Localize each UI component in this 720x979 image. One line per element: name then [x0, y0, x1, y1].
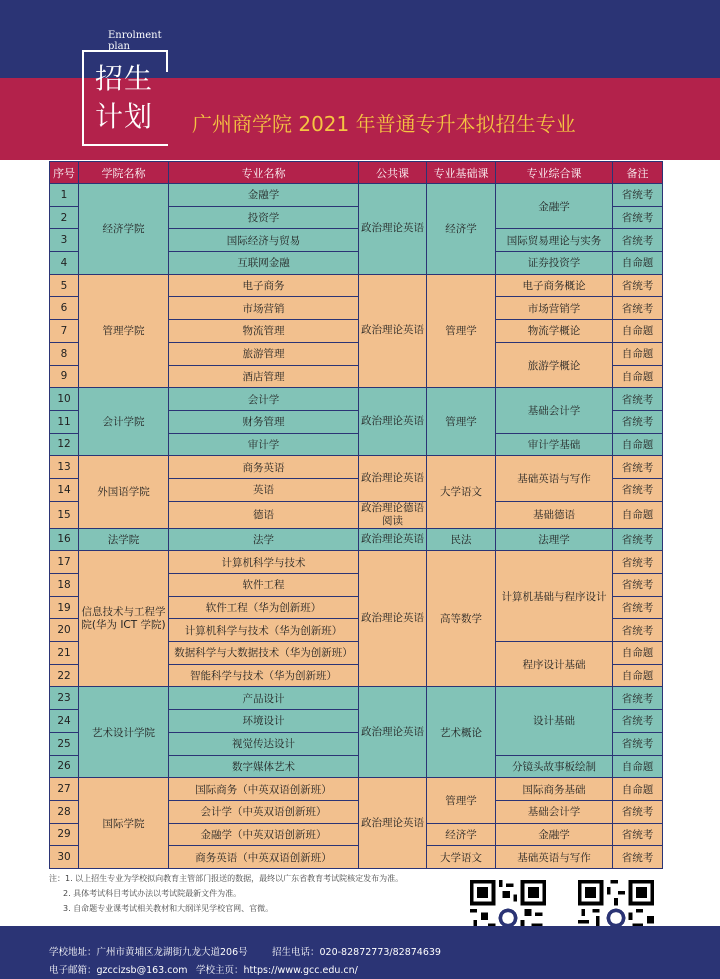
row-no: 23 — [50, 687, 79, 710]
comprehensive-course-cell: 国际贸易理论与实务 — [496, 229, 613, 252]
logo-line1: 招生 — [95, 62, 154, 95]
public-course-cell: 政治理论德语阅读 — [359, 501, 427, 528]
comprehensive-course-cell: 证券投资学 — [496, 252, 613, 275]
college-cell: 外国语学院 — [79, 456, 169, 528]
row-no: 15 — [50, 501, 79, 528]
basic-course-cell: 管理学 — [427, 274, 496, 387]
table-row — [50, 551, 663, 574]
major-cell: 商务英语（中英双语创新班） — [169, 846, 359, 869]
row-no: 3 — [50, 229, 79, 252]
row-no: 22 — [50, 664, 79, 687]
major-cell: 会计学（中英双语创新班） — [169, 800, 359, 823]
college-cell: 国际学院 — [79, 778, 169, 869]
row-no: 9 — [50, 365, 79, 388]
major-cell: 旅游管理 — [169, 342, 359, 365]
note-cell: 自命题 — [613, 778, 663, 801]
col-header-note: 备注 — [613, 162, 663, 184]
comprehensive-course-cell: 市场营销学 — [496, 297, 613, 320]
basic-course-cell: 高等数学 — [427, 551, 496, 687]
public-course-cell: 政治理论英语 — [359, 528, 427, 551]
page-title: 广州商学院 2021 年普通专升本拟招生专业 — [192, 112, 576, 136]
note-cell: 省统考 — [613, 528, 663, 551]
col-header-major: 专业名称 — [169, 162, 359, 184]
basic-course-cell: 管理学 — [427, 388, 496, 456]
table-row — [50, 778, 663, 801]
note-cell: 省统考 — [613, 687, 663, 710]
row-no: 29 — [50, 823, 79, 846]
public-course-cell: 政治理论英语 — [359, 687, 427, 778]
major-cell: 计算机科学与技术（华为创新班） — [169, 619, 359, 642]
major-cell: 市场营销 — [169, 297, 359, 320]
note-cell: 自命题 — [613, 365, 663, 388]
basic-course-cell: 经济学 — [427, 184, 496, 275]
college-cell: 会计学院 — [79, 388, 169, 456]
row-no: 4 — [50, 252, 79, 275]
row-no: 16 — [50, 528, 79, 551]
note-cell: 省统考 — [613, 388, 663, 411]
major-cell: 电子商务 — [169, 274, 359, 297]
col-header-public: 公共课 — [359, 162, 427, 184]
college-cell: 经济学院 — [79, 184, 169, 275]
col-header-basic: 专业基础课 — [427, 162, 496, 184]
comprehensive-course-cell: 法理学 — [496, 528, 613, 551]
row-no: 26 — [50, 755, 79, 778]
note-cell: 省统考 — [613, 297, 663, 320]
major-cell: 国际经济与贸易 — [169, 229, 359, 252]
table-row — [50, 274, 663, 297]
comprehensive-course-cell: 设计基础 — [496, 687, 613, 755]
table-row — [50, 528, 663, 551]
row-no: 30 — [50, 846, 79, 869]
note-cell: 省统考 — [613, 574, 663, 597]
row-no: 12 — [50, 433, 79, 456]
major-cell: 金融学（中英双语创新班） — [169, 823, 359, 846]
logo-line2: 计划 — [95, 100, 154, 133]
comprehensive-course-cell: 计算机基础与程序设计 — [496, 551, 613, 642]
major-cell: 软件工程 — [169, 574, 359, 597]
college-cell: 艺术设计学院 — [79, 687, 169, 778]
row-no: 17 — [50, 551, 79, 574]
footer-website[interactable]: 学校主页：https://www.gcc.edu.cn/ — [196, 965, 358, 976]
comprehensive-course-cell: 基础会计学 — [496, 388, 613, 433]
comprehensive-course-cell: 分镜头故事板绘制 — [496, 755, 613, 778]
basic-course-cell: 民法 — [427, 528, 496, 551]
row-no: 21 — [50, 642, 79, 665]
note-cell: 省统考 — [613, 710, 663, 733]
major-cell: 金融学 — [169, 184, 359, 207]
row-no: 14 — [50, 478, 79, 501]
note-cell: 省统考 — [613, 456, 663, 479]
footer-band — [0, 926, 720, 979]
comprehensive-course-cell: 审计学基础 — [496, 433, 613, 456]
table-row — [50, 184, 663, 207]
table-row — [50, 388, 663, 411]
enrollment-table — [49, 161, 663, 869]
major-cell: 互联网金融 — [169, 252, 359, 275]
row-no: 6 — [50, 297, 79, 320]
row-no: 25 — [50, 732, 79, 755]
comprehensive-course-cell: 基础英语与写作 — [496, 846, 613, 869]
major-cell: 会计学 — [169, 388, 359, 411]
row-no: 27 — [50, 778, 79, 801]
major-cell: 物流管理 — [169, 320, 359, 343]
college-cell: 信息技术与工程学院(华为 ICT 学院) — [79, 551, 169, 687]
comprehensive-course-cell: 基础英语与写作 — [496, 456, 613, 501]
major-cell: 数据科学与大数据技术（华为创新班） — [169, 642, 359, 665]
public-course-cell: 政治理论英语 — [359, 184, 427, 275]
major-cell: 投资学 — [169, 206, 359, 229]
major-cell: 智能科学与技术（华为创新班） — [169, 664, 359, 687]
basic-course-cell: 经济学 — [427, 823, 496, 846]
row-no: 28 — [50, 800, 79, 823]
row-no: 5 — [50, 274, 79, 297]
footnote-2: 2. 具体考试科目考试办法以考试院最新文件为准。 — [63, 889, 242, 898]
note-cell: 省统考 — [613, 596, 663, 619]
basic-course-cell: 艺术概论 — [427, 687, 496, 778]
note-cell: 省统考 — [613, 800, 663, 823]
note-cell: 省统考 — [613, 551, 663, 574]
row-no: 1 — [50, 184, 79, 207]
major-cell: 软件工程（华为创新班） — [169, 596, 359, 619]
comprehensive-course-cell: 国际商务基础 — [496, 778, 613, 801]
note-cell: 省统考 — [613, 184, 663, 207]
note-cell: 自命题 — [613, 433, 663, 456]
major-cell: 环境设计 — [169, 710, 359, 733]
table-row — [50, 456, 663, 479]
row-no: 10 — [50, 388, 79, 411]
note-cell: 省统考 — [613, 206, 663, 229]
comprehensive-course-cell: 旅游学概论 — [496, 342, 613, 387]
row-no: 18 — [50, 574, 79, 597]
note-cell: 省统考 — [613, 619, 663, 642]
public-course-cell: 政治理论英语 — [359, 274, 427, 387]
public-course-cell: 政治理论英语 — [359, 551, 427, 687]
note-cell: 自命题 — [613, 664, 663, 687]
col-header-comprehensive: 专业综合课 — [496, 162, 613, 184]
col-header-college: 学院名称 — [79, 162, 169, 184]
footer-address: 学校地址：广州市黄埔区龙湖街九龙大道206号 — [49, 947, 248, 958]
major-cell: 英语 — [169, 478, 359, 501]
major-cell: 视觉传达设计 — [169, 732, 359, 755]
col-header-no: 序号 — [50, 162, 79, 184]
basic-course-cell: 大学语文 — [427, 846, 496, 869]
public-course-cell: 政治理论英语 — [359, 778, 427, 869]
note-cell: 省统考 — [613, 823, 663, 846]
note-cell: 省统考 — [613, 410, 663, 433]
note-cell: 自命题 — [613, 252, 663, 275]
major-cell: 数字媒体艺术 — [169, 755, 359, 778]
note-cell: 自命题 — [613, 755, 663, 778]
enrol-line1: Enrolment — [108, 30, 162, 41]
comprehensive-course-cell: 基础德语 — [496, 501, 613, 528]
comprehensive-course-cell: 金融学 — [496, 184, 613, 229]
major-cell: 法学 — [169, 528, 359, 551]
major-cell: 国际商务（中英双语创新班） — [169, 778, 359, 801]
row-no: 20 — [50, 619, 79, 642]
table-header-row — [50, 162, 663, 184]
note-cell: 省统考 — [613, 732, 663, 755]
note-cell: 自命题 — [613, 501, 663, 528]
major-cell: 计算机科学与技术 — [169, 551, 359, 574]
comprehensive-course-cell: 金融学 — [496, 823, 613, 846]
college-cell: 法学院 — [79, 528, 169, 551]
comprehensive-course-cell: 物流学概论 — [496, 320, 613, 343]
comprehensive-course-cell: 程序设计基础 — [496, 642, 613, 687]
public-course-cell: 政治理论英语 — [359, 456, 427, 501]
footer-email[interactable]: 电子邮箱：gzccizsb@163.com — [49, 965, 188, 976]
major-cell: 财务管理 — [169, 410, 359, 433]
major-cell: 审计学 — [169, 433, 359, 456]
row-no: 8 — [50, 342, 79, 365]
enrol-line2: plan — [108, 41, 131, 52]
basic-course-cell: 大学语文 — [427, 456, 496, 528]
footer-phone: 招生电话：020-82872773/82874639 — [272, 947, 441, 958]
row-no: 13 — [50, 456, 79, 479]
footnote-3: 3. 自命题专业课考试相关教材和大纲详见学校官网、官微。 — [63, 904, 274, 913]
note-cell: 省统考 — [613, 274, 663, 297]
major-cell: 商务英语 — [169, 456, 359, 479]
comprehensive-course-cell: 基础会计学 — [496, 800, 613, 823]
row-no: 24 — [50, 710, 79, 733]
row-no: 19 — [50, 596, 79, 619]
row-no: 2 — [50, 206, 79, 229]
note-cell: 省统考 — [613, 478, 663, 501]
footnotes — [49, 871, 403, 916]
college-cell: 管理学院 — [79, 274, 169, 387]
note-cell: 自命题 — [613, 320, 663, 343]
major-cell: 德语 — [169, 501, 359, 528]
table-row — [50, 687, 663, 710]
row-no: 11 — [50, 410, 79, 433]
note-cell: 省统考 — [613, 846, 663, 869]
comprehensive-course-cell: 电子商务概论 — [496, 274, 613, 297]
major-cell: 酒店管理 — [169, 365, 359, 388]
note-cell: 省统考 — [613, 229, 663, 252]
note-cell: 自命题 — [613, 342, 663, 365]
note-cell: 自命题 — [613, 642, 663, 665]
basic-course-cell: 管理学 — [427, 778, 496, 823]
row-no: 7 — [50, 320, 79, 343]
logo-title — [95, 60, 165, 136]
enrolment-plan-label — [108, 30, 168, 52]
public-course-cell: 政治理论英语 — [359, 388, 427, 456]
footnote-1: 注：1. 以上招生专业为学校拟向教育主管部门报送的数据，最终以广东省教育考试院核定发布为准。 — [49, 874, 404, 883]
major-cell: 产品设计 — [169, 687, 359, 710]
